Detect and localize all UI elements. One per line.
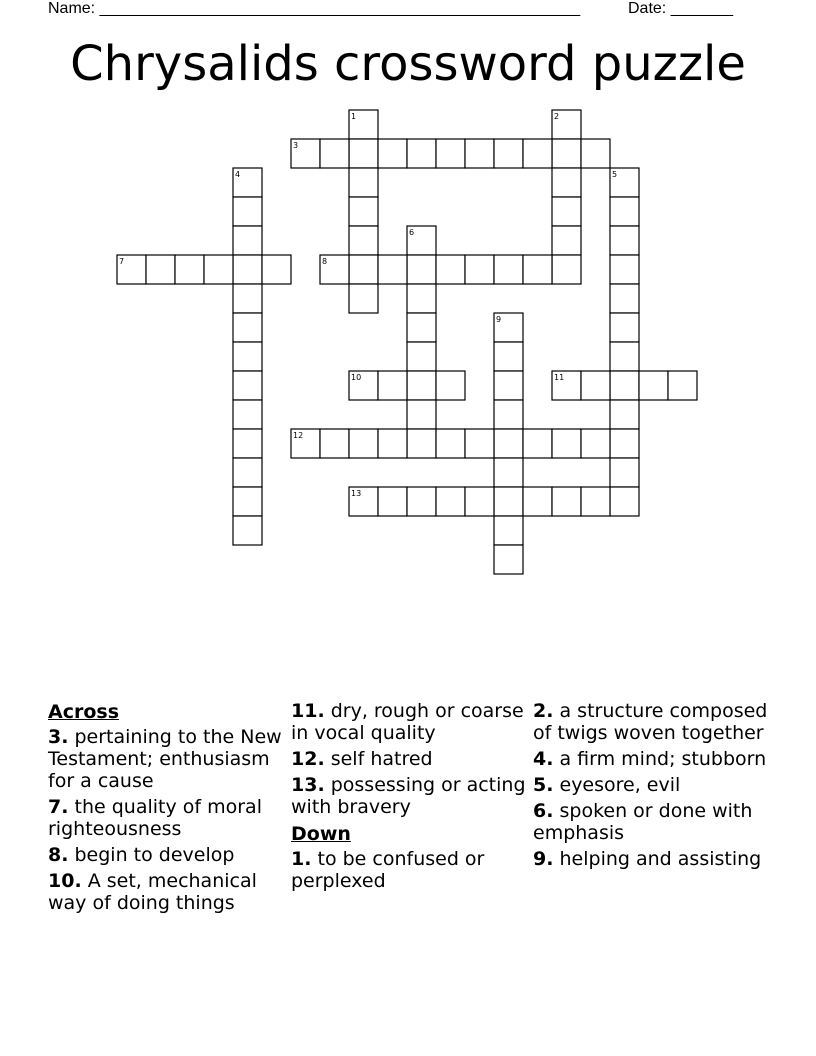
cell-box[interactable] bbox=[581, 139, 610, 168]
grid-cell[interactable] bbox=[610, 371, 639, 400]
cell-number: 4 bbox=[235, 170, 241, 179]
clue-text: helping and assisting bbox=[559, 848, 762, 870]
cell-box[interactable] bbox=[233, 226, 262, 255]
clue-text: self hatred bbox=[330, 748, 433, 770]
cell-box[interactable] bbox=[494, 255, 523, 284]
grid-cell[interactable] bbox=[552, 139, 581, 168]
grid-cell[interactable] bbox=[233, 226, 262, 255]
grid-cell[interactable] bbox=[349, 255, 378, 284]
grid-cell[interactable] bbox=[465, 255, 494, 284]
clue-number: 9. bbox=[533, 848, 554, 870]
grid-cell[interactable] bbox=[233, 371, 262, 400]
cell-box[interactable] bbox=[378, 487, 407, 516]
cell-box[interactable] bbox=[407, 313, 436, 342]
grid-cell[interactable] bbox=[494, 458, 523, 487]
clue-number: 2. bbox=[533, 700, 554, 722]
clues-section bbox=[48, 700, 768, 950]
cell-box[interactable] bbox=[610, 458, 639, 487]
cell-box[interactable] bbox=[552, 139, 581, 168]
clue-text: eyesore, evil bbox=[559, 774, 681, 796]
clue-down-2 bbox=[533, 700, 773, 744]
cell-box[interactable] bbox=[610, 400, 639, 429]
clue-text: A set, mechanical way of doing things bbox=[48, 870, 257, 914]
grid-cell[interactable] bbox=[552, 371, 581, 400]
cell-box[interactable] bbox=[204, 255, 233, 284]
grid-cell[interactable] bbox=[291, 429, 320, 458]
grid-cell[interactable] bbox=[378, 255, 407, 284]
cell-box[interactable] bbox=[494, 516, 523, 545]
grid-cell[interactable] bbox=[407, 429, 436, 458]
clue-text: possessing or acting with bravery bbox=[291, 774, 526, 818]
cell-box[interactable] bbox=[494, 545, 523, 574]
clue-across-11 bbox=[291, 700, 531, 744]
cell-box[interactable] bbox=[436, 371, 465, 400]
clue-number: 7. bbox=[48, 796, 69, 818]
grid-cell[interactable] bbox=[233, 168, 262, 197]
grid-cell[interactable] bbox=[407, 255, 436, 284]
grid-cell[interactable] bbox=[233, 458, 262, 487]
cell-box[interactable] bbox=[552, 487, 581, 516]
cell-box[interactable] bbox=[581, 429, 610, 458]
cell-box[interactable] bbox=[349, 197, 378, 226]
clues-column-1 bbox=[48, 700, 288, 918]
clue-down-4 bbox=[533, 748, 773, 770]
clue-text: a firm mind; stubborn bbox=[559, 748, 767, 770]
grid-cell[interactable] bbox=[233, 400, 262, 429]
grid-cell[interactable] bbox=[494, 516, 523, 545]
grid-cell[interactable] bbox=[610, 400, 639, 429]
grid-cell[interactable] bbox=[523, 487, 552, 516]
grid-cell[interactable] bbox=[552, 168, 581, 197]
cell-box[interactable] bbox=[436, 429, 465, 458]
cell-box[interactable] bbox=[494, 458, 523, 487]
cell-box[interactable] bbox=[552, 197, 581, 226]
clue-number: 5. bbox=[533, 774, 554, 796]
cell-box[interactable] bbox=[407, 429, 436, 458]
grid-cell[interactable] bbox=[610, 458, 639, 487]
grid-cell[interactable] bbox=[262, 255, 291, 284]
cell-box[interactable] bbox=[407, 255, 436, 284]
grid-cell[interactable] bbox=[117, 255, 146, 284]
grid-cell[interactable] bbox=[494, 313, 523, 342]
cell-box[interactable] bbox=[378, 139, 407, 168]
cell-box[interactable] bbox=[494, 342, 523, 371]
cell-box[interactable] bbox=[465, 139, 494, 168]
page-title: Chrysalids crossword puzzle bbox=[70, 36, 746, 92]
grid-cell[interactable] bbox=[523, 255, 552, 284]
cell-number: 5 bbox=[612, 170, 618, 179]
grid-cell[interactable] bbox=[436, 487, 465, 516]
clue-text: a structure composed of twigs woven together bbox=[533, 700, 768, 744]
grid-cell[interactable] bbox=[349, 168, 378, 197]
grid-cell[interactable] bbox=[175, 255, 204, 284]
grid-cell[interactable] bbox=[320, 139, 349, 168]
cell-box[interactable] bbox=[407, 487, 436, 516]
grid-cell[interactable] bbox=[378, 487, 407, 516]
cell-box[interactable] bbox=[610, 284, 639, 313]
grid-cell[interactable] bbox=[378, 139, 407, 168]
grid-cell[interactable] bbox=[436, 255, 465, 284]
grid-cell[interactable] bbox=[552, 197, 581, 226]
cell-number: 7 bbox=[119, 257, 125, 266]
grid-cell[interactable] bbox=[349, 139, 378, 168]
grid-cell[interactable] bbox=[233, 197, 262, 226]
clue-number: 10. bbox=[48, 870, 82, 892]
cell-box[interactable] bbox=[552, 168, 581, 197]
clues-column-3 bbox=[533, 700, 773, 874]
clue-number: 11. bbox=[291, 700, 325, 722]
cell-box[interactable] bbox=[233, 516, 262, 545]
grid-cell[interactable] bbox=[465, 487, 494, 516]
date-field[interactable]: Date: _______ bbox=[628, 0, 733, 17]
grid-cell[interactable] bbox=[610, 487, 639, 516]
clue-down-5 bbox=[533, 774, 773, 796]
grid-cell[interactable] bbox=[233, 487, 262, 516]
grid-cell[interactable] bbox=[407, 487, 436, 516]
grid-cell[interactable] bbox=[552, 487, 581, 516]
grid-cell[interactable] bbox=[349, 429, 378, 458]
grid-cell[interactable] bbox=[204, 255, 233, 284]
cell-box[interactable] bbox=[407, 139, 436, 168]
grid-cell[interactable] bbox=[639, 371, 668, 400]
grid-cell[interactable] bbox=[465, 429, 494, 458]
cell-box[interactable] bbox=[581, 487, 610, 516]
grid-cell[interactable] bbox=[610, 284, 639, 313]
grid-cell[interactable] bbox=[291, 139, 320, 168]
across-heading: Across bbox=[48, 701, 120, 723]
grid-cell[interactable] bbox=[610, 168, 639, 197]
clue-number: 3. bbox=[48, 726, 69, 748]
grid-cell[interactable] bbox=[523, 429, 552, 458]
grid-cell[interactable] bbox=[581, 429, 610, 458]
grid-cell[interactable] bbox=[407, 371, 436, 400]
grid-cell[interactable] bbox=[465, 139, 494, 168]
clue-text: to be confused or perplexed bbox=[291, 848, 485, 892]
clue-text: the quality of moral righteousness bbox=[48, 796, 262, 840]
clue-number: 6. bbox=[533, 800, 554, 822]
cell-box[interactable] bbox=[610, 487, 639, 516]
grid-cell[interactable] bbox=[494, 139, 523, 168]
clues-column-2 bbox=[291, 700, 531, 896]
cell-box[interactable] bbox=[349, 429, 378, 458]
grid-cell[interactable] bbox=[610, 255, 639, 284]
grid-cell[interactable] bbox=[610, 429, 639, 458]
grid-cell[interactable] bbox=[552, 255, 581, 284]
cell-box[interactable] bbox=[233, 255, 262, 284]
grid-cell[interactable] bbox=[349, 226, 378, 255]
clue-down-6 bbox=[533, 800, 773, 844]
grid-cell[interactable] bbox=[494, 371, 523, 400]
cell-box[interactable] bbox=[262, 255, 291, 284]
grid-cell[interactable] bbox=[610, 313, 639, 342]
cell-box[interactable] bbox=[610, 342, 639, 371]
cell-box[interactable] bbox=[465, 487, 494, 516]
clue-number: 4. bbox=[533, 748, 554, 770]
clue-number: 12. bbox=[291, 748, 325, 770]
grid-cell[interactable] bbox=[233, 313, 262, 342]
cell-box[interactable] bbox=[233, 400, 262, 429]
grid-cell[interactable] bbox=[407, 313, 436, 342]
clue-down-1 bbox=[291, 848, 531, 892]
grid-cell[interactable] bbox=[523, 139, 552, 168]
cell-box[interactable] bbox=[610, 371, 639, 400]
cell-box[interactable] bbox=[523, 429, 552, 458]
cell-box[interactable] bbox=[494, 139, 523, 168]
cell-box[interactable] bbox=[233, 429, 262, 458]
clue-across-8 bbox=[48, 844, 288, 866]
cell-number: 10 bbox=[351, 373, 362, 382]
grid-cell[interactable] bbox=[407, 400, 436, 429]
cell-box[interactable] bbox=[407, 400, 436, 429]
cell-box[interactable] bbox=[233, 197, 262, 226]
cell-box[interactable] bbox=[349, 284, 378, 313]
cell-box[interactable] bbox=[610, 313, 639, 342]
cell-box[interactable] bbox=[494, 487, 523, 516]
cell-box[interactable] bbox=[233, 458, 262, 487]
grid-cell[interactable] bbox=[581, 371, 610, 400]
clue-across-3 bbox=[48, 726, 288, 792]
cell-number: 13 bbox=[351, 489, 362, 498]
grid-cell[interactable] bbox=[581, 487, 610, 516]
grid-cell[interactable] bbox=[581, 139, 610, 168]
clue-text: dry, rough or coarse in vocal quality bbox=[291, 700, 524, 744]
cell-box[interactable] bbox=[465, 429, 494, 458]
down-heading: Down bbox=[291, 823, 351, 845]
grid-cell[interactable] bbox=[552, 226, 581, 255]
grid-cell[interactable] bbox=[349, 371, 378, 400]
grid-cell[interactable] bbox=[320, 429, 349, 458]
cell-box[interactable] bbox=[494, 400, 523, 429]
clue-number: 13. bbox=[291, 774, 325, 796]
grid-cell[interactable] bbox=[436, 429, 465, 458]
clue-across-13 bbox=[291, 774, 531, 818]
name-field[interactable]: Name: ______________________________________________________ bbox=[48, 0, 581, 17]
grid-cell[interactable] bbox=[610, 342, 639, 371]
cell-box[interactable] bbox=[320, 429, 349, 458]
cell-box[interactable] bbox=[610, 255, 639, 284]
cell-box[interactable] bbox=[494, 429, 523, 458]
cell-box[interactable] bbox=[552, 429, 581, 458]
grid-cell[interactable] bbox=[233, 429, 262, 458]
grid-cell[interactable] bbox=[494, 342, 523, 371]
grid-cell[interactable] bbox=[349, 487, 378, 516]
grid-cell[interactable] bbox=[233, 516, 262, 545]
clue-number: 1. bbox=[291, 848, 312, 870]
cell-box[interactable] bbox=[320, 139, 349, 168]
cell-box[interactable] bbox=[523, 487, 552, 516]
grid-cell[interactable] bbox=[436, 139, 465, 168]
grid-cell[interactable] bbox=[233, 255, 262, 284]
clue-across-7 bbox=[48, 796, 288, 840]
grid-cell[interactable] bbox=[407, 342, 436, 371]
cell-number: 12 bbox=[293, 431, 304, 440]
cell-box[interactable] bbox=[349, 139, 378, 168]
grid-cell[interactable] bbox=[610, 226, 639, 255]
grid-cell[interactable] bbox=[407, 139, 436, 168]
cell-box[interactable] bbox=[378, 255, 407, 284]
cell-number: 1 bbox=[351, 112, 357, 121]
clue-down-9 bbox=[533, 848, 773, 870]
cell-number: 3 bbox=[293, 141, 299, 150]
cell-box[interactable] bbox=[233, 487, 262, 516]
cell-box[interactable] bbox=[581, 371, 610, 400]
cell-box[interactable] bbox=[610, 429, 639, 458]
clue-across-12 bbox=[291, 748, 531, 770]
cell-box[interactable] bbox=[378, 429, 407, 458]
grid-cell[interactable] bbox=[668, 371, 697, 400]
grid-cell[interactable] bbox=[494, 255, 523, 284]
grid-cell[interactable] bbox=[349, 110, 378, 139]
cell-box[interactable] bbox=[436, 487, 465, 516]
grid-cell[interactable] bbox=[378, 371, 407, 400]
cell-box[interactable] bbox=[233, 342, 262, 371]
grid-cell[interactable] bbox=[349, 197, 378, 226]
clue-text: spoken or done with emphasis bbox=[533, 800, 753, 844]
cell-box[interactable] bbox=[233, 284, 262, 313]
grid-cell[interactable] bbox=[233, 284, 262, 313]
grid-cell[interactable] bbox=[349, 284, 378, 313]
clue-text: begin to develop bbox=[74, 844, 235, 866]
grid-cell[interactable] bbox=[320, 255, 349, 284]
grid-cell[interactable] bbox=[494, 400, 523, 429]
grid-cell[interactable] bbox=[494, 429, 523, 458]
cell-box[interactable] bbox=[610, 226, 639, 255]
cell-box[interactable] bbox=[233, 371, 262, 400]
grid-cell[interactable] bbox=[494, 487, 523, 516]
grid-cell[interactable] bbox=[233, 342, 262, 371]
cell-box[interactable] bbox=[146, 255, 175, 284]
cell-box[interactable] bbox=[552, 255, 581, 284]
grid-cell[interactable] bbox=[610, 197, 639, 226]
cell-number: 2 bbox=[554, 112, 560, 121]
cell-box[interactable] bbox=[175, 255, 204, 284]
cell-number: 8 bbox=[322, 257, 328, 266]
clue-text: pertaining to the New Testament; enthusiasm for a cause bbox=[48, 726, 282, 792]
cell-box[interactable] bbox=[436, 139, 465, 168]
cell-number: 6 bbox=[409, 228, 415, 237]
cell-box[interactable] bbox=[523, 255, 552, 284]
grid-cell[interactable] bbox=[552, 429, 581, 458]
cell-box[interactable] bbox=[494, 371, 523, 400]
cell-box[interactable] bbox=[349, 226, 378, 255]
cell-box[interactable] bbox=[407, 342, 436, 371]
cell-box[interactable] bbox=[233, 313, 262, 342]
cell-box[interactable] bbox=[407, 371, 436, 400]
cell-box[interactable] bbox=[668, 371, 697, 400]
grid-cell[interactable] bbox=[436, 371, 465, 400]
cell-number: 11 bbox=[554, 373, 565, 382]
grid-cell[interactable] bbox=[146, 255, 175, 284]
clue-number: 8. bbox=[48, 844, 69, 866]
cell-box[interactable] bbox=[523, 139, 552, 168]
grid-cell[interactable] bbox=[494, 545, 523, 574]
cell-number: 9 bbox=[496, 315, 502, 324]
cell-box[interactable] bbox=[465, 255, 494, 284]
cell-box[interactable] bbox=[378, 371, 407, 400]
cell-box[interactable] bbox=[552, 226, 581, 255]
grid-cell[interactable] bbox=[378, 429, 407, 458]
cell-box[interactable] bbox=[349, 168, 378, 197]
grid-cell[interactable] bbox=[552, 110, 581, 139]
grid-cell[interactable] bbox=[407, 284, 436, 313]
grid-cell[interactable] bbox=[407, 226, 436, 255]
cell-box[interactable] bbox=[610, 197, 639, 226]
cell-box[interactable] bbox=[639, 371, 668, 400]
clue-across-10 bbox=[48, 870, 288, 914]
cell-box[interactable] bbox=[436, 255, 465, 284]
cell-box[interactable] bbox=[349, 255, 378, 284]
cell-box[interactable] bbox=[407, 284, 436, 313]
